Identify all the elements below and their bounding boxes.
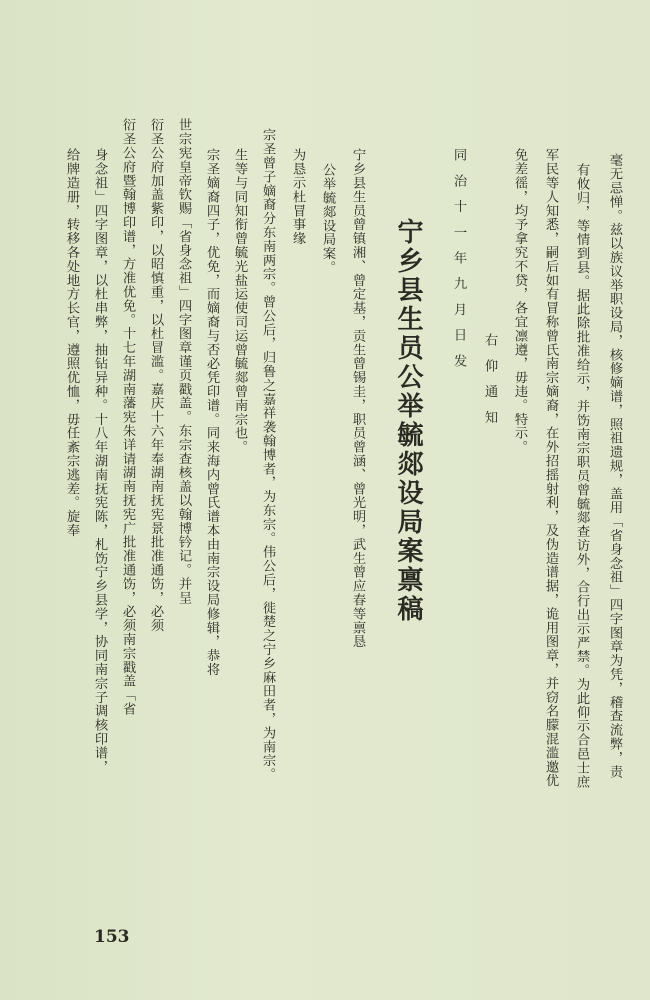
order-line: 右仰通知 <box>482 333 497 436</box>
text-column: 衍圣公府暨翰博印谱，方准优免。十七年湖南藩宪朱详请湖南抚宪广批准通饬，必须南宗戳盖「省 <box>120 118 135 716</box>
text-column: 公举毓郯设局案。 <box>320 163 335 275</box>
text-column: 给牌造册，转移各处地方长官，遵照优恤，毋任紊宗逃差。旋奉 <box>64 148 79 538</box>
text-column: 为恳示杜冒事缘 <box>290 148 305 246</box>
text-column: 宗圣曾子嫡裔分东南两宗。曾公后，归鲁之嘉祥袭翰博者，为东宗。伟公后，徙楚之宁乡麻田者，为南宗。 <box>260 128 275 782</box>
date-line: 同治十一年九月日发 <box>451 148 466 380</box>
document-title: 宁乡县生员公举毓郯设局案禀稿 <box>393 218 423 624</box>
text-column: 宗圣嫡裔四子，优免，而嫡裔与否必凭印谱。同来海内曾氏谱本由南宗设局修辑，恭将 <box>204 148 219 677</box>
text-column: 有攸归，等情到县。据此除批准给示，并饬南宗职员曾毓郯查访外，合行出示严禁。为此仰示合邑士庶 <box>574 163 589 789</box>
text-column: 世宗宪皇帝钦赐「省身念祖」四字图章谨页戳盖。东宗查核盖以翰博钤记。并呈 <box>176 118 191 605</box>
text-column: 衍圣公府加盖紫印，以昭慎重，以杜冒滥。嘉庆十六年奉湖南抚宪景批准通饬，必须 <box>148 118 163 633</box>
page-number: 153 <box>94 927 130 947</box>
text-column: 身念祖」四字图章，以杜串弊，抽钻异种。十八年湖南抚宪陈，札饬宁乡县学，协同南宗子调核印谱， <box>92 148 107 774</box>
text-column: 生等与同知衔曾毓光盐运使司运曾毓郯曾南宗也。 <box>232 148 247 454</box>
text-column: 毫无忌惮。兹以族议举职设局，核修嫡谱，照祖遗规，盖用「省身念祖」四字图章为凭，稽查流弊，责 <box>607 153 622 779</box>
text-column: 军民等人知悉，嗣后如有冒称曾氏南宗嫡裔，在外招摇射利，及伪造谱据，诡用图章，并窃名朦混滥邀优 <box>543 148 558 788</box>
text-column: 宁乡县生员曾镇湘、曾定基，贡生曾锡圭，职员曾涵、曾光明，武生曾应春等禀恳 <box>350 148 365 649</box>
text-column: 免差徭，均予拿究不贷，各宜凛遵，毋违。特示。 <box>512 148 527 454</box>
